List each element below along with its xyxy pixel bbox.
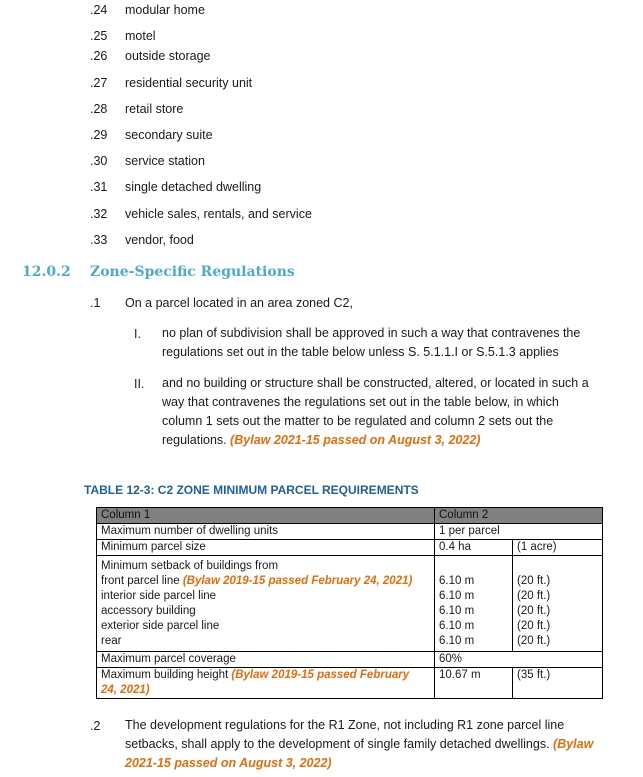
paragraph-line: regulations set out in the table below unless S. 5.1.1.I or S.5.1.3 applies: [162, 345, 559, 359]
setback-label: interior side parcel line: [101, 590, 217, 602]
row-value: 60%: [435, 652, 603, 668]
list-item: outside storage: [125, 49, 211, 63]
table-row-setbacks: [97, 556, 603, 652]
row-label: [97, 668, 435, 699]
list-number: .32: [90, 207, 108, 221]
paragraph-text: regulations.: [162, 433, 231, 447]
setback-labels: [97, 556, 435, 652]
row-value: 10.67 m: [435, 668, 513, 699]
list-number: .26: [90, 49, 108, 63]
list-number: .33: [90, 233, 108, 247]
list-item: service station: [125, 154, 205, 168]
setback-heading: Minimum setback of buildings from: [101, 560, 279, 572]
list-item: single detached dwelling: [125, 180, 262, 194]
list-number: .29: [90, 128, 108, 142]
list-item: secondary suite: [125, 128, 213, 142]
list-number: .30: [90, 154, 108, 168]
requirements-table: [96, 507, 603, 699]
setback-value: 6.10 m: [439, 605, 475, 617]
setback-label-text: front parcel line: [101, 575, 183, 587]
paragraph-line: no plan of subdivision shall be approved in such a way that contravenes the: [162, 326, 581, 340]
table-row: [97, 540, 603, 556]
list-number: .28: [90, 102, 108, 116]
setback-value: 6.10 m: [439, 635, 475, 647]
section-title: Zone-Specific Regulations: [90, 264, 295, 280]
table-row: [97, 524, 603, 540]
setback-imperial-value: (20 ft.): [517, 620, 551, 632]
bylaw-note: (Bylaw 2019-15 passed February 24, 2021): [101, 669, 410, 696]
item-marker: I.: [134, 327, 141, 341]
item-marker: II.: [134, 377, 145, 391]
list-number: .31: [90, 180, 108, 194]
table-title: TABLE 12-3: C2 ZONE MINIMUM PARCEL REQUIREMENTS: [84, 483, 419, 497]
setback-imperial-value: (20 ft.): [517, 575, 551, 587]
table-header-row: [97, 508, 603, 524]
paragraph-line: way that contravenes the regulations set out in the table below, in which: [162, 395, 559, 409]
list-number: .24: [90, 3, 108, 17]
bylaw-note: 2021-15 passed on August 3, 2022): [125, 756, 332, 770]
list-item: modular home: [125, 3, 205, 17]
clause-intro: On a parcel located in an area zoned C2,: [125, 296, 353, 310]
bylaw-note: (Bylaw 2021-15 passed on August 3, 2022): [230, 433, 481, 447]
setback-imperial-value: (20 ft.): [517, 605, 551, 617]
list-number: .27: [90, 76, 108, 90]
header-column-1: Column 1: [97, 508, 435, 524]
setback-label: accessory building: [101, 605, 196, 617]
list-item: residential security unit: [125, 76, 253, 90]
row-label: Maximum parcel coverage: [97, 652, 435, 668]
list-item: motel: [125, 29, 156, 43]
list-item: retail store: [125, 102, 184, 116]
paragraph-line: and no building or structure shall be constructed, altered, or located in such a: [162, 376, 589, 390]
row-label: Minimum parcel size: [97, 540, 435, 556]
list-item: vendor, food: [125, 233, 194, 247]
setback-imperial: [513, 556, 603, 652]
setback-label: rear: [101, 635, 122, 647]
clause-number: .1: [90, 296, 101, 310]
clause-item-ii: [162, 374, 589, 450]
table-row: [97, 652, 603, 668]
setback-label: [101, 574, 430, 589]
header-column-2: Column 2: [435, 508, 603, 524]
paragraph-line: The development regulations for the R1 Zone, not including R1 zone parcel line: [125, 718, 565, 732]
bylaw-note: (Bylaw 2019-15 passed February 24, 2021): [182, 575, 413, 587]
clause-item-i: [162, 324, 580, 362]
row-value: 1 per parcel: [435, 524, 603, 540]
setback-imperial-value: (20 ft.): [517, 635, 551, 647]
clause-2-text: [125, 716, 593, 773]
section-number: 12.0.2: [22, 264, 71, 280]
setback-value: 6.10 m: [439, 620, 475, 632]
table-row: [97, 668, 603, 699]
list-item: vehicle sales, rentals, and service: [125, 207, 312, 221]
paragraph-line: [125, 735, 593, 754]
setback-imperial-value: (20 ft.): [517, 590, 551, 602]
row-label: Maximum number of dwelling units: [97, 524, 435, 540]
row-imperial: (35 ft.): [513, 668, 603, 699]
paragraph-text: setbacks, shall apply to the development of single family detached dwellings.: [125, 737, 554, 751]
setback-values: [435, 556, 513, 652]
setback-value: 6.10 m: [439, 590, 475, 602]
bylaw-note: (Bylaw: [553, 737, 594, 751]
row-value: 0.4 ha: [435, 540, 513, 556]
paragraph-line: column 1 sets out the matter to be regulated and column 2 sets out the: [162, 414, 554, 428]
clause-number: .2: [90, 719, 101, 733]
list-number: .25: [90, 29, 108, 43]
row-imperial: (1 acre): [513, 540, 603, 556]
setback-label: exterior side parcel line: [101, 620, 220, 632]
row-label-text: Maximum building height: [101, 669, 232, 681]
paragraph-line: [162, 431, 589, 450]
setback-value: 6.10 m: [439, 575, 475, 587]
